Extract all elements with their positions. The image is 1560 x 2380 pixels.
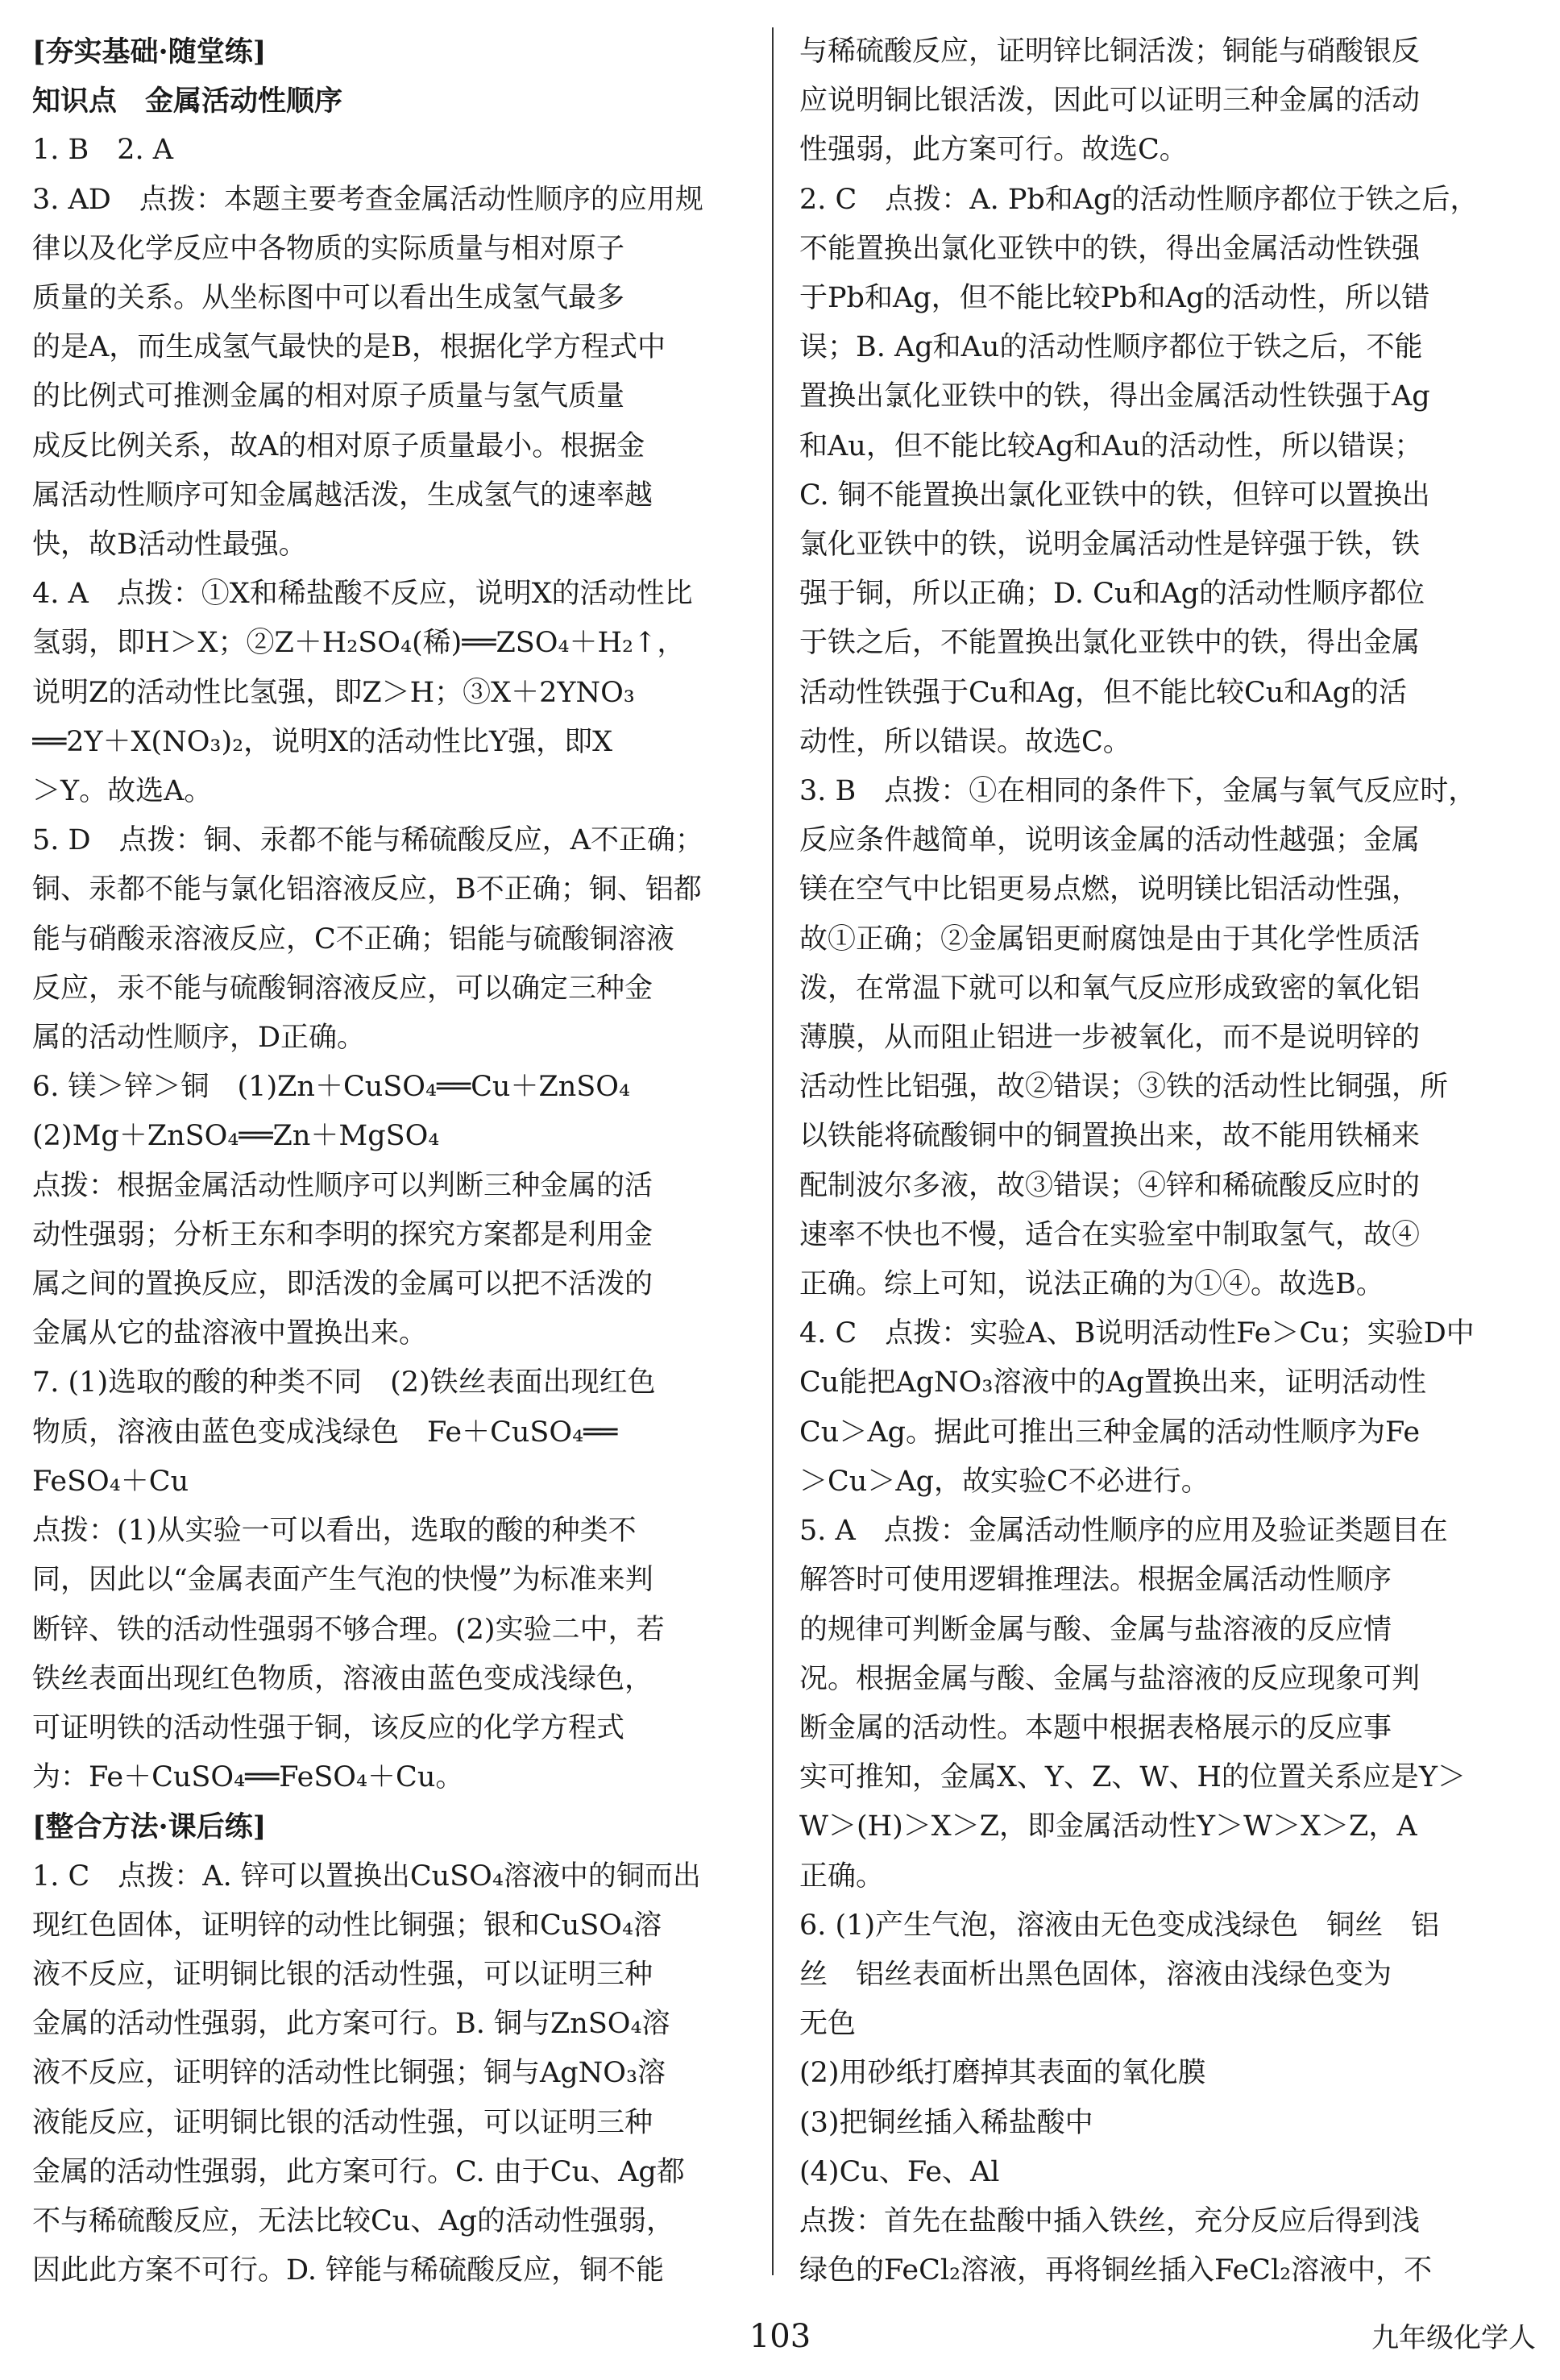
- text-line: 反应条件越简单，说明该金属的活动性越强；金属: [799, 824, 1421, 857]
- text-line: 动性，所以错误。故选C。: [799, 725, 1131, 758]
- text-line: 1. C 点拨：A. 锌可以置换出CuSO₄溶液中的铜而出: [32, 1860, 701, 1893]
- text-line: 的规律可判断金属与酸、金属与盐溶液的反应情: [799, 1613, 1392, 1646]
- text-line: 不与稀硫酸反应，无法比较Cu、Ag的活动性强弱，: [32, 2204, 675, 2237]
- text-line: W＞(H)＞X＞Z，即金属活动性Y＞W＞X＞Z，A: [799, 1810, 1417, 1843]
- text-line: 律以及化学反应中各物质的实际质量与相对原子: [32, 232, 625, 265]
- text-line: 不能置换出氯化亚铁中的铁，得出金属活动性铁强: [799, 232, 1421, 265]
- text-line: 3. AD 点拨：本题主要考查金属活动性顺序的应用规: [32, 183, 703, 216]
- text-line: Cu＞Ag。据此可推出三种金属的活动性顺序为Fe: [799, 1416, 1421, 1449]
- text-line: 速率不快也不慢，适合在实验室中制取氢气，故④: [799, 1218, 1421, 1251]
- text-line: 于Pb和Ag，但不能比较Pb和Ag的活动性，所以错: [799, 282, 1430, 315]
- text-line: 丝 铝丝表面析出黑色固体，溶液由浅绿色变为: [799, 1958, 1392, 1991]
- text-line: 正确。: [799, 1860, 885, 1893]
- right-column: [799, 27, 1508, 2295]
- text-line: 点拨：首先在盐酸中插入铁丝，充分反应后得到浅: [799, 2204, 1421, 2237]
- text-line: [整合方法·课后练]: [32, 1810, 267, 1844]
- text-line: 属的活动性顺序，D正确。: [32, 1022, 366, 1055]
- text-line: 同，因此以“金属表面产生气泡的快慢”为标准来判: [32, 1564, 653, 1597]
- text-line: 6. 镁＞锌＞铜 (1)Zn＋CuSO₄══Cu＋ZnSO₄: [32, 1071, 631, 1104]
- page-number: 103: [749, 2318, 811, 2355]
- column-divider: [772, 27, 774, 2275]
- text-line: 现红色固体，证明锌的动性比铜强；银和CuSO₄溶: [32, 1909, 662, 1942]
- text-line: 以铁能将硫酸铜中的铜置换出来，故不能用铁桶来: [799, 1120, 1421, 1153]
- text-line: 物质，溶液由蓝色变成浅绿色 Fe＋CuSO₄══: [32, 1416, 618, 1449]
- text-line: 5. A 点拨：金属活动性顺序的应用及验证类题目在: [799, 1515, 1448, 1548]
- text-line: 液不反应，证明铜比银的活动性强，可以证明三种: [32, 1958, 653, 1991]
- text-line: 质量的关系。从坐标图中可以看出生成氢气最多: [32, 282, 625, 315]
- text-line: [夯实基础·随堂练]: [32, 35, 267, 68]
- text-line: 应说明铜比银活泼，因此可以证明三种金属的活动: [799, 85, 1421, 118]
- text-line: Cu能把AgNO₃溶液中的Ag置换出来，证明活动性: [799, 1366, 1427, 1399]
- text-line: 薄膜，从而阻止铝进一步被氧化，而不是说明锌的: [799, 1022, 1421, 1055]
- text-line: ＞Cu＞Ag，故实验C不必进行。: [799, 1465, 1209, 1498]
- text-line: (3)把铜丝插入稀盐酸中: [799, 2106, 1093, 2139]
- text-line: 和Au，但不能比较Ag和Au的活动性，所以错误；: [799, 429, 1423, 462]
- text-line: 快，故B活动性最强。: [32, 529, 307, 562]
- text-line: 金属的活动性强弱，此方案可行。B. 铜与ZnSO₄溶: [32, 2008, 670, 2041]
- text-line: 7. (1)选取的酸的种类不同 (2)铁丝表面出现红色: [32, 1366, 656, 1399]
- text-line: 为：Fe＋CuSO₄══FeSO₄＋Cu。: [32, 1761, 464, 1794]
- text-line: 配制波尔多液，故③错误；④锌和稀硫酸反应时的: [799, 1169, 1421, 1202]
- text-line: 属活动性顺序可知金属越活泼，生成氢气的速率越: [32, 479, 653, 512]
- text-line: 活动性比铝强，故②错误；③铁的活动性比铜强，所: [799, 1071, 1449, 1104]
- text-line: 知识点 金属活动性顺序: [32, 85, 343, 118]
- text-line: 况。根据金属与酸、金属与盐溶液的反应现象可判: [799, 1662, 1421, 1695]
- text-line: 因此此方案不可行。D. 锌能与稀硫酸反应，铜不能: [32, 2254, 665, 2287]
- text-line: 成反比例关系，故A的相对原子质量最小。根据金: [32, 429, 645, 462]
- text-line: 置换出氯化亚铁中的铁，得出金属活动性铁强于Ag: [799, 380, 1430, 413]
- text-line: ＞Y。故选A。: [32, 775, 213, 808]
- text-line: 断金属的活动性。本题中根据表格展示的反应事: [799, 1711, 1392, 1744]
- text-line: 正确。综上可知，说法正确的为①④。故选B。: [799, 1268, 1384, 1301]
- text-line: (2)用砂纸打磨掉其表面的氧化膜: [799, 2057, 1206, 2090]
- text-line: 无色: [799, 2008, 857, 2041]
- text-line: 说明Z的活动性比氢强，即Z＞H；③X＋2YNO₃: [32, 676, 635, 709]
- text-line: 的比例式可推测金属的相对原子质量与氢气质量: [32, 380, 625, 413]
- text-line: 点拨：(1)从实验一可以看出，选取的酸的种类不: [32, 1515, 637, 1548]
- text-line: 动性强弱；分析王东和李明的探究方案都是利用金: [32, 1218, 653, 1251]
- text-line: 属之间的置换反应，即活泼的金属可以把不活泼的: [32, 1268, 653, 1301]
- text-line: C. 铜不能置换出氯化亚铁中的铁，但锌可以置换出: [799, 479, 1430, 512]
- text-line: 与稀硫酸反应，证明锌比铜活泼；铜能与硝酸银反: [799, 35, 1421, 68]
- left-column: [32, 27, 741, 2295]
- text-line: 液不反应，证明锌的活动性比铜强；铜与AgNO₃溶: [32, 2057, 666, 2090]
- text-line: 1. B 2. A: [32, 134, 174, 167]
- text-line: 4. A 点拨：①X和稀盐酸不反应，说明X的活动性比: [32, 578, 693, 611]
- text-line: 4. C 点拨：实验A、B说明活动性Fe＞Cu；实验D中: [799, 1317, 1475, 1350]
- text-line: 6. (1)产生气泡，溶液由无色变成浅绿色 铜丝 铝: [799, 1909, 1440, 1942]
- text-line: 绿色的FeCl₂溶液，再将铜丝插入FeCl₂溶液中，不: [799, 2254, 1433, 2287]
- text-line: 5. D 点拨：铜、汞都不能与稀硫酸反应，A不正确；: [32, 824, 703, 857]
- text-line: FeSO₄＋Cu: [32, 1465, 189, 1498]
- text-line: 2. C 点拨：A. Pb和Ag的活动性顺序都位于铁之后，: [799, 183, 1479, 216]
- text-line: 氢弱，即H＞X；②Z＋H₂SO₄(稀)══ZSO₄＋H₂↑，: [32, 627, 686, 660]
- text-line: (4)Cu、Fe、Al: [799, 2155, 1000, 2188]
- text-line: 铁丝表面出现红色物质，溶液由蓝色变成浅绿色，: [32, 1662, 653, 1695]
- text-line: 断锌、铁的活动性强弱不够合理。(2)实验二中，若: [32, 1613, 665, 1646]
- text-line: 的是A，而生成氢气最快的是B，根据化学方程式中: [32, 331, 666, 364]
- text-line: 点拨：根据金属活动性顺序可以判断三种金属的活: [32, 1169, 653, 1202]
- text-line: 能与硝酸汞溶液反应，C不正确；铝能与硫酸铜溶液: [32, 923, 674, 956]
- text-line: 氯化亚铁中的铁，说明金属活动性是锌强于铁，铁: [799, 529, 1421, 562]
- text-line: 反应，汞不能与硫酸铜溶液反应，可以确定三种金: [32, 972, 653, 1005]
- text-line: 故①正确；②金属铝更耐腐蚀是由于其化学性质活: [799, 923, 1421, 956]
- text-line: 解答时可使用逻辑推理法。根据金属活动性顺序: [799, 1564, 1392, 1597]
- text-line: 强于铜，所以正确；D. Cu和Ag的活动性顺序都位: [799, 578, 1425, 611]
- text-line: 3. B 点拨：①在相同的条件下，金属与氧气反应时，: [799, 775, 1477, 808]
- text-line: 金属的活动性强弱，此方案可行。C. 由于Cu、Ag都: [32, 2155, 685, 2188]
- text-line: 铜、汞都不能与氯化铝溶液反应，B不正确；铜、铝都: [32, 873, 702, 906]
- text-line: 镁在空气中比铝更易点燃，说明镁比铝活动性强，: [799, 873, 1421, 906]
- text-line: ══2Y＋X(NO₃)₂，说明X的活动性比Y强，即X: [32, 725, 613, 758]
- text-line: 泼，在常温下就可以和氧气反应形成致密的氧化铝: [799, 972, 1421, 1005]
- text-line: 误；B. Ag和Au的活动性顺序都位于铁之后，不能: [799, 331, 1423, 364]
- text-line: 金属从它的盐溶液中置换出来。: [32, 1317, 428, 1350]
- book-label: 九年级化学人: [1371, 2322, 1536, 2354]
- text-line: (2)Mg＋ZnSO₄══Zn＋MgSO₄: [32, 1120, 440, 1153]
- text-line: 液能反应，证明铜比银的活动性强，可以证明三种: [32, 2106, 653, 2139]
- text-line: 可证明铁的活动性强于铜，该反应的化学方程式: [32, 1711, 625, 1744]
- text-line: 活动性铁强于Cu和Ag，但不能比较Cu和Ag的活: [799, 676, 1408, 709]
- text-line: 实可推知，金属X、Y、Z、W、H的位置关系应是Y＞: [799, 1761, 1466, 1794]
- text-line: 性强弱，此方案可行。故选C。: [799, 134, 1188, 167]
- text-line: 于铁之后，不能置换出氯化亚铁中的铁，得出金属: [799, 627, 1421, 660]
